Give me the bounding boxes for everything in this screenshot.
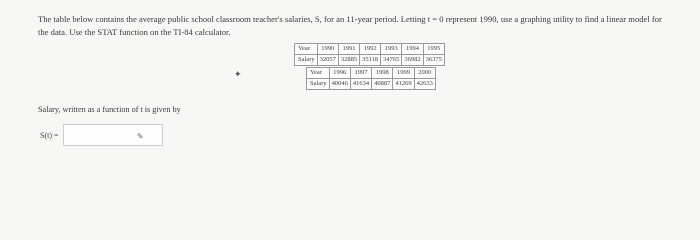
pencil-icon[interactable]: ✎ (136, 132, 144, 141)
table-cell: 1993 (381, 44, 402, 55)
table-cell: 1992 (360, 44, 381, 55)
table-row-years (307, 68, 436, 79)
table-cell: 40887 (372, 79, 393, 90)
table-row-salaries (295, 55, 445, 66)
table-header-year: Year (295, 44, 318, 55)
table-cell: 35118 (360, 55, 381, 66)
table-cell: 41634 (350, 79, 371, 90)
table-cell: 42633 (414, 79, 435, 90)
pointer-cursor-icon: ✦ (234, 69, 242, 79)
table-cell: 32057 (317, 55, 338, 66)
table-cell: 1990 (317, 44, 338, 55)
table-row-salaries (307, 79, 436, 90)
problem-line-2: the data. Use the STAT function on the TI-84 calculator. (38, 27, 231, 37)
salary-table-1996-2000 (306, 67, 436, 90)
table-cell: 1994 (402, 44, 423, 55)
answer-row (40, 124, 163, 146)
table-cell: 1991 (338, 44, 359, 55)
table-cell: 1998 (372, 68, 393, 79)
problem-statement (38, 13, 698, 39)
answer-label: S(t) = (40, 130, 59, 140)
table-cell: 1999 (393, 68, 414, 79)
table-row-years (295, 44, 445, 55)
table-cell: 2000 (414, 68, 435, 79)
table-cell: 36375 (423, 55, 444, 66)
answer-input[interactable] (63, 124, 163, 146)
table-cell: 32885 (338, 55, 359, 66)
table-cell: 36982 (402, 55, 423, 66)
salary-table-1990-1995 (294, 43, 445, 66)
salary-tables (294, 43, 445, 90)
table-cell: 1997 (350, 68, 371, 79)
problem-line-1: The table below contains the average public school classroom teacher's salaries, S, for an 11-year period. Letting t = 0 represent 1990, use a graphing utility to find a linear model for (38, 14, 662, 24)
table-cell: 34765 (381, 55, 402, 66)
question-prompt: Salary, written as a function of t is given by (38, 105, 181, 114)
table-header-year: Year (307, 68, 330, 79)
table-cell: 40046 (329, 79, 350, 90)
table-cell: 41269 (393, 79, 414, 90)
table-cell: 1995 (423, 44, 444, 55)
table-header-salary: Salary (295, 55, 318, 66)
table-header-salary: Salary (307, 79, 330, 90)
table-cell: 1996 (329, 68, 350, 79)
